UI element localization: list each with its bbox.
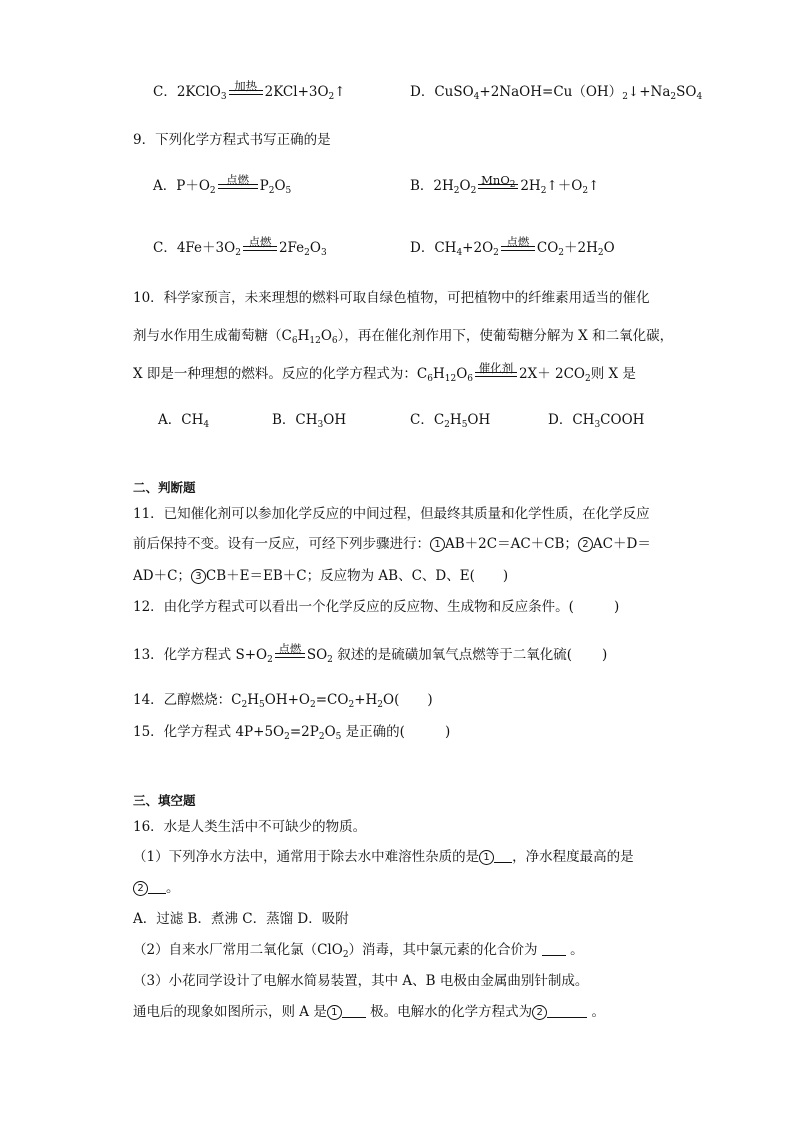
q16-part-1-cont: 2 。 [133,878,180,898]
q10-option-d: D．$CH_3COOH$ [548,412,645,430]
q8-option-c: C．2KClO$_3$ 加热 $2KCl+3O_2↑$ [153,79,346,102]
q9-option-c: C．$4Fe+3O_2$ 点燃 $2Fe_2O_3$ [153,235,327,258]
q11-line-2: 前后保持不变。设有一反应，可经下列步骤进行： 1 AB＋2C＝AC＋CB； 2 AC＋D＝ [133,536,651,552]
answer-blank[interactable] [494,848,512,863]
q10-option-b: B．$CH_3OH$ [272,412,347,430]
q9-option-b: B．$2H_2O_2$ MnO$_2$ $2H_2↑+O_2↑$ [410,173,600,196]
circled-number: 1 [327,1005,342,1020]
q16-stem: 16．水是人类生活中不可缺少的物质。 [133,819,367,835]
q11-line-1: 11．已知催化剂可以参加化学反应的中间过程，但最终其质量和化学性质，在化学反应 [133,506,650,522]
q15-line: 15．化学方程式 $4P+5O_2=2P_2O_5$ 是正确的( ) [133,724,451,742]
q8-option-d: D．$CuSO_4+2NaOH=Cu(OH)_2↓+Na_2SO_4$ [410,84,703,102]
answer-blank[interactable] [148,879,166,894]
q10-line-1: 10．科学家预言，未来理想的燃料可取自绿色植物，可把植物中的纤维素用适当的催化 [133,290,650,306]
answer-blank[interactable] [542,941,566,956]
answer-blank[interactable] [547,1003,587,1018]
q16-options: A．过滤 B．煮沸 C．蒸馏 D．吸附 [133,911,349,927]
circled-number: 2 [578,537,593,552]
section-title-judgment: 二、判断题 [133,480,196,495]
section-title-fill-blank: 三、填空题 [133,793,196,808]
q16-part-3: （3）小花同学设计了电解水简易装置，其中 A、B 电极由金属曲别针制成。 [133,973,589,989]
circled-number: 3 [191,569,206,584]
q10-line-3: X 即是一种理想的燃料。反应的化学方程式为：$C_6H_{12}O_6$ 催化剂 $2X+ 2CO_2$则 X 是 [133,361,636,384]
circled-number: 2 [532,1005,547,1020]
circled-number: 1 [479,850,494,865]
circled-number: 1 [430,537,445,552]
circled-number: 2 [133,881,148,896]
q10-option-c: C．$C_2H_5OH$ [410,412,491,430]
reaction-condition: 加热 [227,82,265,102]
q11-line-3: AD＋C； 3 CB＋E＝EB＋C；反应物为 AB、C、D、E( ) [133,568,509,584]
q9-option-d: D．$CH_4+2O_2$ 点燃 $CO_2+2H_2O$ [410,235,615,258]
q16-part-3-cont: 通电后的现象如图所示，则 A 是 1 极。电解水的化学方程式为 2 。 [133,1004,605,1020]
q9-stem: 9．下列化学方程式书写正确的是 [133,132,331,148]
q16-part-1: （1）下列净水方法中，通常用于除去水中难溶性杂质的是 1 ，净水程度最高的是 [133,849,634,865]
q14-line: 14．乙醇燃烧：$C_2H_5OH+O_2=CO_2+H_2O$( ) [133,692,433,710]
answer-blank[interactable] [342,1003,366,1018]
q12-line: 12．由化学方程式可以看出一个化学反应的反应物、生成物和反应条件。( ) [133,599,620,615]
q16-part-2: （2）自来水厂常用二氧化氯（ClO$_2$）消毒，其中氯元素的化合价为 。 [133,942,584,960]
q9-option-a: A．$P+O_2$ 点燃 $P_2O_5$ [153,173,292,196]
q13-line: 13．化学方程式 $S+O_2$ 点燃 $SO_2$ 叙述的是硫磺加氧气点燃等于二氧化硫( ) [133,642,608,665]
q10-option-a: A．$CH_4$ [158,412,210,430]
q10-line-2: 剂与水作用生成葡萄糖$(C_6H_{12}O_6)$，再在催化剂作用下，使葡萄糖分解为 X 和二氧化碳， [133,328,674,346]
